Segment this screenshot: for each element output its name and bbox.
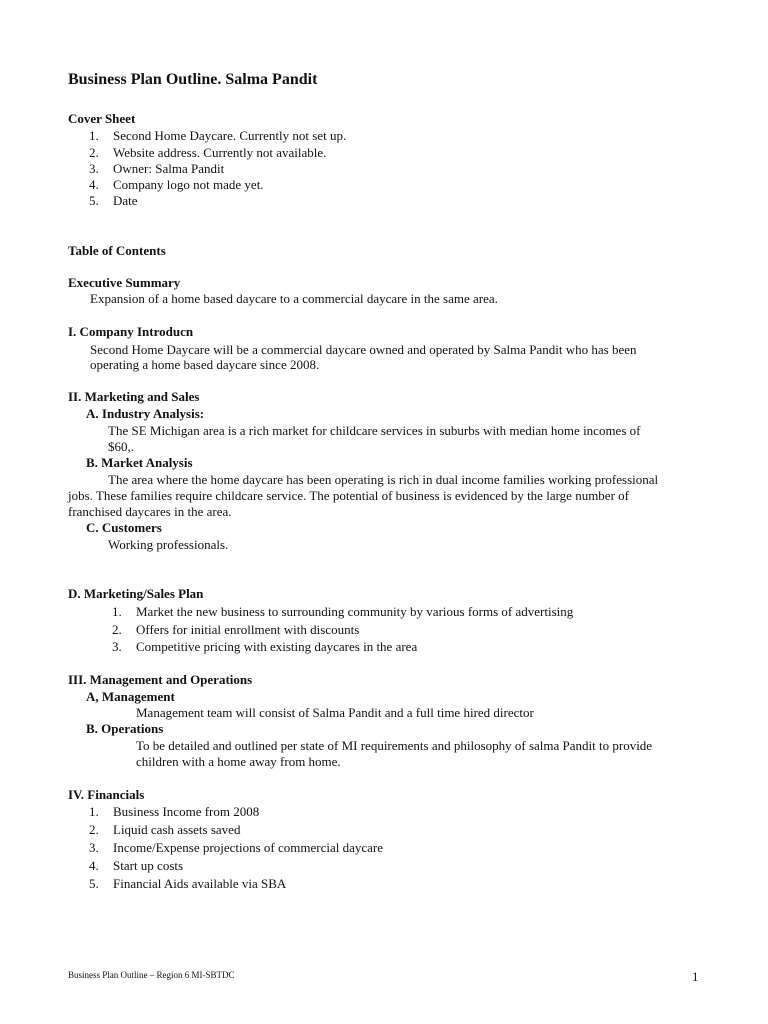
page-number: 1 xyxy=(692,969,699,984)
market-analysis-text-line: The area where the home daycare has been operating is rich in dual income families working professional xyxy=(108,472,659,487)
market-analysis-text-line: franchised daycares in the area. xyxy=(68,504,232,519)
list-item: Market the new business to surrounding community by various forms of advertising xyxy=(136,604,574,619)
list-number: 1. xyxy=(89,804,99,819)
list-item: Liquid cash assets saved xyxy=(113,822,241,837)
ops-heading: B. Operations xyxy=(86,721,164,736)
toc-heading: Table of Contents xyxy=(68,243,166,258)
ops-text-line: children with a home away from home. xyxy=(136,754,341,769)
industry-analysis-heading: A. Industry Analysis: xyxy=(86,406,205,421)
list-item: Income/Expense projections of commercial daycare xyxy=(113,840,383,855)
market-analysis-heading: B. Market Analysis xyxy=(86,455,193,470)
customers-text: Working professionals. xyxy=(108,537,229,552)
cover-sheet-heading: Cover Sheet xyxy=(68,111,136,126)
industry-analysis-text-line: $60,. xyxy=(108,439,134,454)
sales-plan-heading: D. Marketing/Sales Plan xyxy=(68,586,204,601)
operations-heading: III. Management and Operations xyxy=(68,672,253,687)
list-number: 2. xyxy=(89,145,99,160)
company-intro-heading: I. Company Introducn xyxy=(68,324,194,339)
customers-heading: C. Customers xyxy=(86,520,162,535)
market-analysis-text-line: jobs. These families require childcare service. The potential of business is evidenced by the large number of xyxy=(68,488,629,503)
list-item: Owner: Salma Pandit xyxy=(113,161,225,176)
company-intro-text-line: Second Home Daycare will be a commercial daycare owned and operated by Salma Pandit who has been xyxy=(90,342,637,357)
marketing-sales-heading: II. Marketing and Sales xyxy=(68,389,200,404)
list-number: 1. xyxy=(89,128,99,143)
list-number: 4. xyxy=(89,858,99,873)
company-intro-text-line: operating a home based daycare since 2008. xyxy=(90,357,320,372)
page-title: Business Plan Outline. Salma Pandit xyxy=(68,71,318,88)
list-number: 5. xyxy=(89,193,99,208)
list-number: 5. xyxy=(89,876,99,891)
list-number: 3. xyxy=(89,840,99,855)
footer-text: Business Plan Outline – Region 6 MI-SBTDC xyxy=(68,970,235,980)
list-number: 3. xyxy=(89,161,99,176)
list-number: 1. xyxy=(112,604,122,619)
list-item: Date xyxy=(113,193,138,208)
list-item: Offers for initial enrollment with discounts xyxy=(136,622,360,637)
list-number: 3. xyxy=(112,639,122,654)
list-item: Financial Aids available via SBA xyxy=(113,876,287,891)
list-number: 2. xyxy=(112,622,122,637)
list-number: 4. xyxy=(89,177,99,192)
ops-text-line: To be detailed and outlined per state of MI requirements and philosophy of salma Pandit to provide xyxy=(136,738,653,753)
industry-analysis-text-line: The SE Michigan area is a rich market for childcare services in suburbs with median home incomes of xyxy=(108,423,641,438)
management-heading: A, Management xyxy=(86,689,175,704)
list-item: Business Income from 2008 xyxy=(113,804,260,819)
list-item: Company logo not made yet. xyxy=(113,177,264,192)
list-item: Website address. Currently not available. xyxy=(113,145,327,160)
executive-summary-text: Expansion of a home based daycare to a commercial daycare in the same area. xyxy=(90,291,498,306)
list-item: Competitive pricing with existing daycares in the area xyxy=(136,639,418,654)
list-item: Second Home Daycare. Currently not set up. xyxy=(113,128,347,143)
list-number: 2. xyxy=(89,822,99,837)
executive-summary-heading: Executive Summary xyxy=(68,275,181,290)
financials-heading: IV. Financials xyxy=(68,787,145,802)
management-text: Management team will consist of Salma Pandit and a full time hired director xyxy=(136,705,534,720)
list-item: Start up costs xyxy=(113,858,184,873)
